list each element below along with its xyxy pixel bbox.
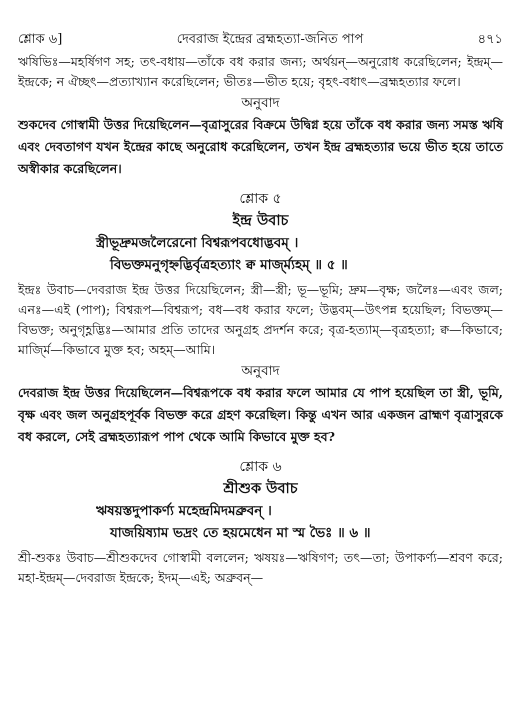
translation-heading: অনুবাদ bbox=[241, 95, 280, 111]
synonyms-previous-verse: ঋষিভিঃ—মহর্ষিগণ সহ; তৎ-বধায়—তাঁকে বধ করার জন্য; অর্থয়ন্—অনুরোধ করেছিলেন; ইন্দ্রম্—ইন্দ্রকে; ন ঐচ্ছৎ—প্রত্যাখ্যান করেছিলেন; ভীতঃ—ভীত হয়ে; বৃহৎ-বধাৎ—ব্রহ্মহত্যার ফলে। bbox=[18, 54, 503, 89]
verse-line: স্ত্রীভূদ্রুমজলৈরেনো বিশ্বরূপবধোদ্ভবম্ । bbox=[96, 235, 299, 251]
page-header bbox=[18, 30, 503, 52]
verse-speaker: ইন্দ্র উবাচ bbox=[232, 212, 289, 229]
verse-speaker: শ্রীশুক উবাচ bbox=[223, 480, 298, 497]
verse-number: শ্লোক ৫ bbox=[239, 191, 282, 207]
translation-text: দেবরাজ ইন্দ্র উত্তর দিয়েছিলেন—বিশ্বরূপকে বধ করার ফলে আমার যে পাপ হয়েছিল তা স্ত্রী, ভূমি, বৃক্ষ এবং জল অনুগ্রহপূর্বক বিভক্ত করে গ্রহণ করেছিল। কিন্তু এখন আর একজন ব্রাহ্মণ বৃত্রাসুরকে বধ করলে, সেই ব্রহ্মহত্যারূপ পাপ থেকে আমি কিভাবে মুক্ত হব? bbox=[18, 385, 503, 444]
synonyms-text: শ্রী-শুকঃ উবাচ—শ্রীশুকদেব গোস্বামী বললেন; ঋষয়ঃ—ঋষিগণ; তৎ—তা; উপাকর্ণ্য—শ্রবণ করে; মহা-ইন্দ্রম্—দেবরাজ ইন্দ্রকে; ইদম্—এই; অব্রুবন্— bbox=[18, 550, 503, 585]
verse-line: ঋষয়স্তদুপাকর্ণ্য মহেন্দ্রমিদমব্রুবন্ । bbox=[96, 503, 272, 519]
verse-line: যাজয়িষ্যাম ভদ্রং তে হয়মেধেন মা স্ম ভৈঃ ॥ ৬ ॥ bbox=[110, 525, 371, 541]
verse-number: শ্লোক ৬ bbox=[239, 459, 282, 475]
page-number: ৪৭১ bbox=[477, 32, 503, 47]
translation-text: শুকদেব গোস্বামী উত্তর দিয়েছিলেন—বৃত্রাসুরের বিক্রমে উদ্বিগ্ন হয়ে তাঁকে বধ করার জন্য সমস্ত ঋষি এবং দেবতাগণ যখন ইন্দ্রের কাছে অনুরোধ করেছিলেন, তখন ইন্দ্র ব্রহ্মহত্যার ভয়ে ভীত হয়ে তাতে অস্বীকার করেছিলেন। bbox=[18, 117, 503, 176]
synonyms-text: ইন্দ্রঃ উবাচ—দেবরাজ ইন্দ্র উত্তর দিয়েছিলেন; স্ত্রী—স্ত্রী; ভূ—ভূমি; দ্রুম—বৃক্ষ; জলৈঃ—এবং জল; এনঃ—এই (পাপ); বিশ্বরূপ—বিশ্বরূপ; বধ—বধ করার ফলে; উদ্ভবম্—উৎপন্ন হয়েছিল; বিভক্তম্—বিভক্ত; অনুগৃহ্ণদ্ভিঃ—আমার প্রতি তাদের অনুগ্রহ প্রদর্শন করে; বৃত্র-হত্যাম্—বৃত্রহত্যা; ক্ব—কিভাবে; মার্জ্মি—কিভাবে মুক্ত হব; অহম্—আমি। bbox=[18, 282, 503, 357]
header-chapter-title: দেবরাজ ইন্দ্রের ব্রহ্মহত্যা-জনিত পাপ bbox=[176, 32, 364, 47]
verse-line: বিভক্তমনুগৃহ্নদ্ভির্বৃত্রহত্যাং ক্ব মার্জ্ম্যহম্ ॥ ৫ ॥ bbox=[110, 257, 348, 273]
translation-heading: অনুবাদ bbox=[241, 363, 280, 379]
header-verse-ref: শ্লোক ৬] bbox=[18, 32, 63, 47]
